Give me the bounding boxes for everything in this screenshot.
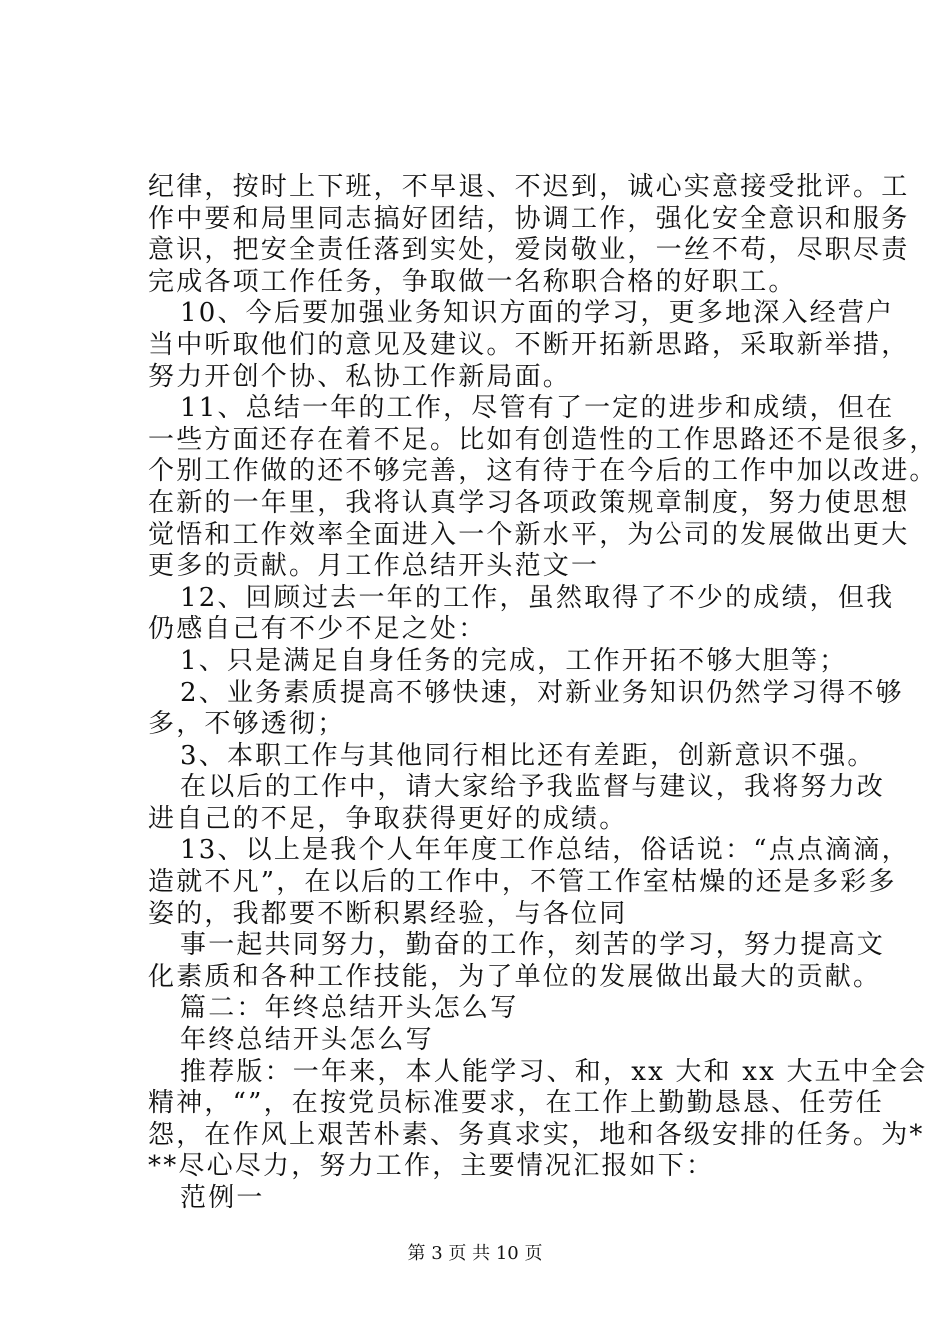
text-line: 在新的一年里，我将认真学习各项政策规章制度，努力使思想: [148, 487, 910, 518]
text-line: 个别工作做的还不够完善，这有待于在今后的工作中加以改进。: [148, 456, 938, 487]
text-line: 一些方面还存在着不足。比如有创造性的工作思路还不是很多，: [148, 424, 938, 455]
paragraph-start-line: 在以后的工作中，请大家给予我监督与建议，我将努力改: [180, 772, 886, 803]
text-line: 造就不凡”，在以后的工作中，不管工作室枯燥的还是多彩多: [148, 867, 897, 898]
text-line: 进自己的不足，争取获得更好的成绩。: [148, 803, 628, 834]
text-line: 多，不够透彻；: [148, 709, 346, 740]
text-line: 完成各项工作任务，争取做一名称职合格的好职工。: [148, 266, 797, 297]
section-subheading: 年终总结开头怎么写: [180, 1025, 434, 1056]
paragraph-start-line: 12、回顾过去一年的工作，虽然取得了不少的成绩，但我: [180, 582, 895, 613]
text-line: 怨，在作风上艰苦朴素、务真求实，地和各级安排的任务。为*: [148, 1119, 925, 1150]
text-line: 觉悟和工作效率全面进入一个新水平，为公司的发展做出更大: [148, 519, 910, 550]
text-line: 纪律，按时上下班，不早退、不迟到，诚心实意接受批评。工: [148, 172, 910, 202]
text-line: 姿的，我都要不断积累经验，与各位同: [148, 898, 628, 929]
text-line: 努力开创个协、私协工作新局面。: [148, 361, 572, 392]
paragraph-start-line: 事一起共同努力，勤奋的工作，刻苦的学习，努力提高文: [180, 930, 886, 961]
text-line: 作中要和局里同志搞好团结，协调工作，强化安全意识和服务: [148, 203, 910, 234]
text-line: 当中听取他们的意见及建议。不断开拓新思路，采取新举措，: [148, 329, 910, 360]
text-line: 仍感自己有不少不足之处：: [148, 614, 487, 645]
text-line: 精神，“”，在按党员标准要求，在工作上勤勤恳恳、任劳任: [148, 1088, 884, 1119]
example-heading: 范例一: [180, 1183, 265, 1213]
text-line: 更多的贡献。月工作总结开头范文一: [148, 551, 600, 582]
list-item-line: 2、业务素质提高不够快速，对新业务知识仍然学习得不够: [180, 677, 904, 708]
text-line: 化素质和各种工作技能，为了单位的发展做出最大的贡献。: [148, 961, 882, 992]
section-heading: 篇二：年终总结开头怎么写: [180, 993, 519, 1024]
page-number-footer: 第 3 页 共 10 页: [407, 1243, 543, 1264]
list-item-line: 3、本职工作与其他同行相比还有差距，创新意识不强。: [180, 740, 876, 771]
paragraph-start-line: 13、以上是我个人年年度工作总结，俗话说：“点点滴滴，: [180, 835, 910, 866]
list-item-line: 1、只是满足自身任务的完成，工作开拓不够大胆等；: [180, 645, 848, 676]
document-body: [148, 172, 938, 1215]
paragraph-start-line: 推荐版：一年来，本人能学习、和，xx 大和 xx 大五中全会: [180, 1056, 928, 1087]
text-line: **尽心尽力，努力工作，主要情况汇报如下：: [148, 1151, 715, 1182]
paragraph-start-line: 10、今后要加强业务知识方面的学习，更多地深入经营户: [180, 298, 895, 329]
text-line: 意识，把安全责任落到实处，爱岗敬业，一丝不苟，尽职尽责: [148, 235, 910, 266]
paragraph-start-line: 11、总结一年的工作，尽管有了一定的进步和成绩，但在: [180, 393, 895, 424]
